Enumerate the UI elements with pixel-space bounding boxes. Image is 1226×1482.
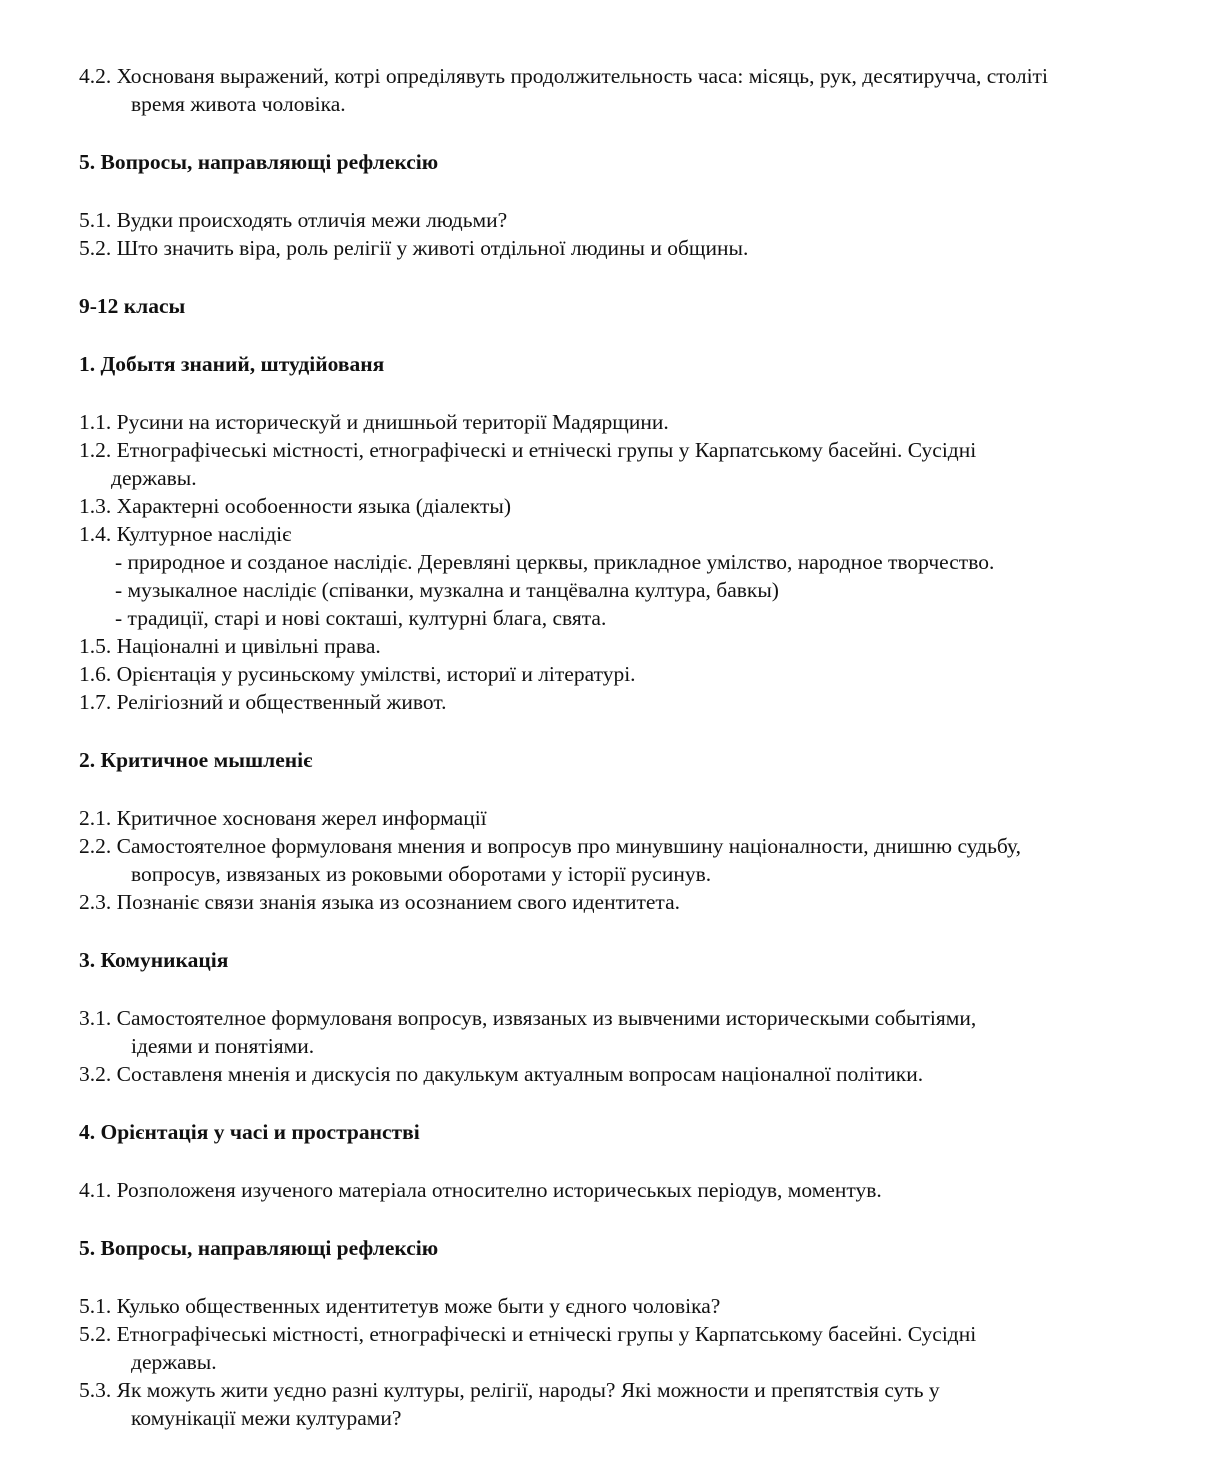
item-1-3: 1.3. Характерні особоенности языка (діалекты) — [79, 494, 511, 518]
item-1-1: 1.1. Русини на историческуй и днишньой території Мадярщини. — [79, 410, 669, 434]
heading-knowledge-acquisition: 1. Добытя знаний, штудійованя — [79, 352, 385, 376]
subitem-1-4-b: - музыкалное наслідіє (співанки, музкална и танцёвална култура, бавкы) — [115, 578, 779, 602]
subitem-1-4-a: - природное и созданое наслідіє. Деревляні церквы, прикладное умілство, народное творчество. — [115, 550, 995, 574]
heading-communication: 3. Комуникація — [79, 948, 229, 972]
item-2-1: 2.1. Критичное хоснованя жерел информації — [79, 806, 487, 830]
item-1-2-line2: державы. — [111, 466, 197, 490]
item-5-1-b: 5.1. Кулько общественных идентитетув може быти у єдного чоловіка? — [79, 1294, 721, 1318]
item-2-3: 2.3. Познаніє связи знанія языка из осознанием свого идентитета. — [79, 890, 680, 914]
item-1-7: 1.7. Релігіозний и общественный живот. — [79, 690, 447, 714]
item-2-2-line2: вопросув, извязаных из роковыми оборотами у історії русинув. — [131, 862, 712, 886]
heading-questions-reflection-1: 5. Вопросы, направляющі рефлексію — [79, 150, 439, 174]
subitem-1-4-c: - традиції, старі и нові сокташі, културні блага, свята. — [115, 606, 607, 630]
item-4-2 — [79, 62, 1209, 118]
item-3-1-line2: ідеями и понятіями. — [131, 1034, 315, 1058]
item-4-1: 4.1. Розположеня изученого матеріала относително историчеськых періодув, моментув. — [79, 1178, 882, 1202]
item-5-1-a: 5.1. Вудки происходять отличія межи людьми? — [79, 208, 508, 232]
item-2-2-line1: 2.2. Самостоятелное формулованя мнения и вопросув про минувшину націоналности, днишню судьбу, — [79, 834, 1021, 858]
item-5-2-b-line1: 5.2. Етнографічеськi містності, етнографіческі и етніческі групы у Карпатському басейні. Сусідні — [79, 1322, 977, 1346]
item-2-2 — [79, 832, 1209, 888]
item-1-5: 1.5. Націоналні и цивільні права. — [79, 634, 381, 658]
item-1-4: 1.4. Културное наслідіє — [79, 522, 292, 546]
item-5-3 — [79, 1376, 1209, 1432]
item-4-2-line2: время живота чоловіка. — [131, 92, 346, 116]
item-5-3-line2: комунікації межи културами? — [131, 1406, 402, 1430]
heading-questions-reflection-2: 5. Вопросы, направляющі рефлексію — [79, 1236, 439, 1260]
item-5-3-line1: 5.3. Як можуть жити уєдно разні културы, релігії, народы? Які можности и препятствія суть у — [79, 1378, 940, 1402]
item-3-2: 3.2. Составленя мненія и дискусія по дакулькум актуалным вопросам націоналної політики. — [79, 1062, 924, 1086]
item-1-2-line1: 1.2. Етнографічеськi містності, етнографіческі и етніческі групы у Карпатському басейні. Сусідні — [79, 438, 977, 462]
item-1-6: 1.6. Орієнтація у русиньскому умілстві, историї и літературі. — [79, 662, 636, 686]
item-1-2 — [79, 436, 1209, 492]
heading-orientation-time-space: 4. Орієнтація у часі и пространстві — [79, 1120, 420, 1144]
item-4-2-line1: 4.2. Хоснованя выражений, котрі опреділявуть продолжительность часа: місяць, рук, десятиручча, століті — [79, 64, 1048, 88]
item-5-2-a: 5.2. Што значить віра, роль релігії у животі отдільної людины и общины. — [79, 236, 749, 260]
heading-grade-9-12: 9-12 класы — [79, 294, 186, 318]
item-3-1 — [79, 1004, 1209, 1060]
document-page — [79, 62, 1209, 1432]
item-5-2-b-line2: державы. — [131, 1350, 217, 1374]
heading-critical-thinking: 2. Критичное мышленіє — [79, 748, 313, 772]
item-3-1-line1: 3.1. Самостоятелное формулованя вопросув, извязаных из вывченими историческыми событіями, — [79, 1006, 977, 1030]
item-5-2-b — [79, 1320, 1209, 1376]
